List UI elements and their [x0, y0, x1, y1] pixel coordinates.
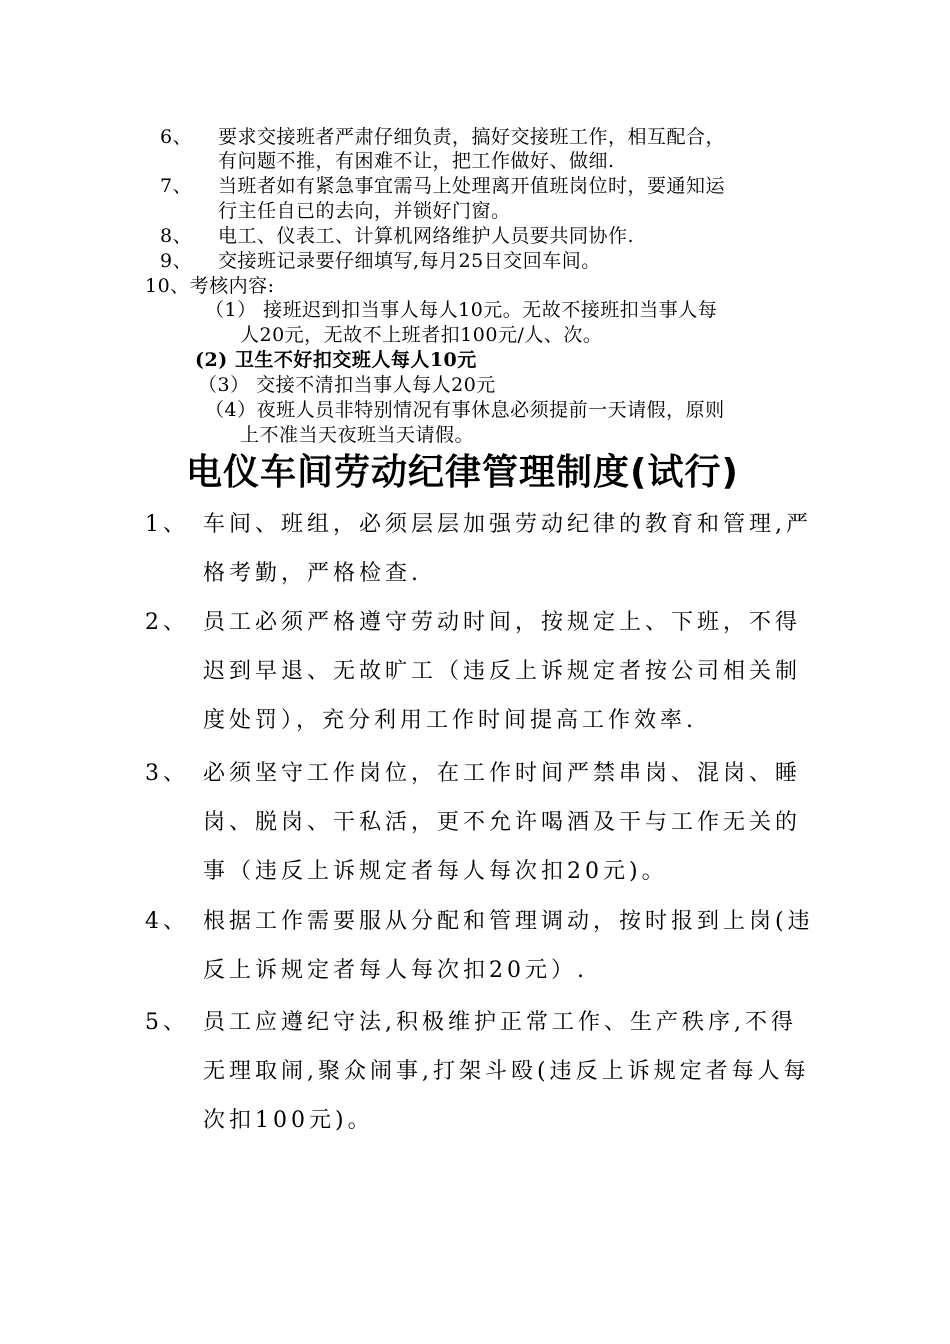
item-10-sub-4-line-2: 上不准当天夜班当天请假。	[240, 424, 475, 446]
rule-1-number: 1、	[145, 512, 189, 537]
rule-4-text-line-1: 根据工作需要服从分配和管理调动，按时报到上岗(违	[203, 909, 814, 934]
item-10-sub-1-line-1: （1） 接班迟到扣当事人每人10元。无故不接班扣当事人每	[205, 299, 718, 321]
rule-4-number: 4、	[145, 909, 189, 934]
item-8-text-line-1: 电工、仪表工、计算机网络维护人员要共同协作.	[218, 225, 635, 247]
item-8-number: 8、	[160, 225, 193, 247]
rule-2-text-line-3: 度处罚），充分利用工作时间提高工作效率.	[203, 708, 697, 733]
rule-3-text-line-2: 岗、脱岗、干私活，更不允许喝酒及干与工作无关的	[203, 810, 802, 835]
rule-4-text-line-2: 反上诉规定者每人每次扣20元）.	[203, 958, 588, 983]
rule-3-number: 3、	[145, 761, 189, 786]
rule-2-text-line-2: 迟到早退、无故旷工（违反上诉规定者按公司相关制	[203, 659, 802, 684]
rule-5-text-line-3: 次扣100元)。	[203, 1108, 374, 1133]
rule-5-number: 5、	[145, 1010, 189, 1035]
item-9-number: 9、	[160, 250, 193, 272]
item-10-sub-2: (2) 卫生不好扣交班人每人10元	[195, 349, 477, 371]
item-10-heading: 10、考核内容:	[145, 275, 275, 297]
item-7-number: 7、	[160, 175, 193, 197]
item-9-text-line-1: 交接班记录要仔细填写,每月25日交回车间。	[218, 250, 601, 272]
item-7-text-line-1: 当班者如有紧急事宜需马上处理离开值班岗位时，要通知运	[218, 175, 726, 197]
rule-2-text-line-1: 员工必须严格遵守劳动时间，按规定上、下班，不得	[203, 610, 802, 635]
rule-1-text-line-1: 车间、班组，必须层层加强劳动纪律的教育和管理,严	[203, 512, 812, 537]
rule-3-text-line-1: 必须坚守工作岗位，在工作时间严禁串岗、混岗、睡	[203, 761, 802, 786]
rule-1-text-line-2: 格考勤，严格检查.	[203, 561, 422, 586]
item-6-text-line-1: 要求交接班者严肃仔细负责，搞好交接班工作，相互配合，	[218, 126, 726, 148]
rule-5-text-line-2: 无理取闹,聚众闹事,打架斗殴(违反上诉规定者每人每	[203, 1059, 810, 1084]
item-7-text-line-2: 行主任自已的去向，并锁好门窗。	[218, 200, 511, 222]
item-6-number: 6、	[160, 126, 193, 148]
rule-2-number: 2、	[145, 610, 189, 635]
rule-5-text-line-1: 员工应遵纪守法,积极维护正常工作、生产秩序,不得	[203, 1010, 797, 1035]
item-6-text-line-2: 有问题不推，有困难不让，把工作做好、做细.	[218, 150, 615, 172]
item-10-sub-3: （3） 交接不清扣当事人每人20元	[198, 374, 496, 396]
item-10-sub-4-line-1: （4）夜班人员非特别情况有事休息必须提前一天请假，原则	[205, 399, 725, 421]
rule-3-text-line-3: 事（违反上诉规定者每人每次扣20元)。	[203, 859, 668, 884]
page-title: 电仪车间劳动纪律管理制度(试行)	[186, 452, 739, 493]
item-10-sub-1-line-2: 人20元，无故不上班者扣100元/人、次。	[240, 324, 603, 346]
